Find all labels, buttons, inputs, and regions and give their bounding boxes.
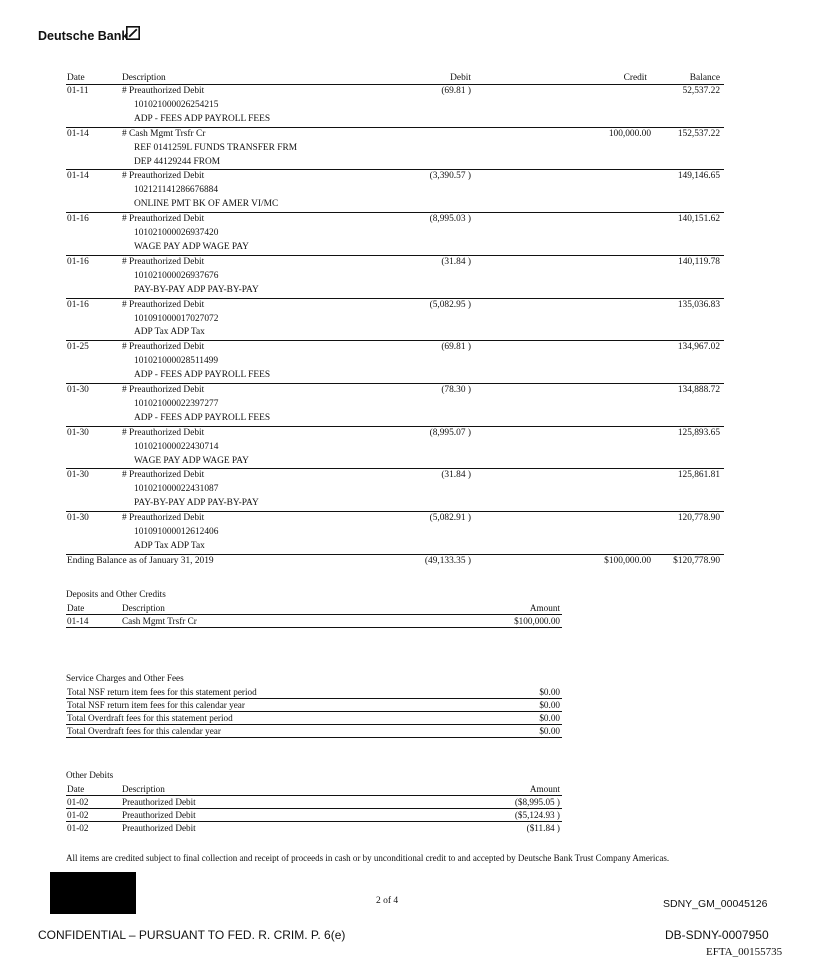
efta-number: EFTA_00155735 xyxy=(706,946,783,958)
txn-date: 01-16 xyxy=(66,298,121,341)
txn-debit: (8,995.07 ) xyxy=(402,426,471,469)
deposits-table xyxy=(66,602,562,628)
txn-balance: 134,888.72 xyxy=(651,384,724,427)
txn-debit: (31.84 ) xyxy=(402,469,471,512)
txn-credit: 100,000.00 xyxy=(471,127,651,170)
txn-balance: 140,151.62 xyxy=(651,213,724,256)
txn-credit xyxy=(471,255,651,298)
txn-date: 01-30 xyxy=(66,512,121,555)
txn-date: 01-11 xyxy=(66,85,121,128)
txn-credit xyxy=(471,298,651,341)
other-debits-col-amount: Amount xyxy=(392,783,562,796)
txn-detail: ADP - FEES ADP PAYROLL FEES xyxy=(134,113,271,124)
col-debit: Debit xyxy=(402,73,471,85)
txn-balance: 152,537.22 xyxy=(651,127,724,170)
table-row xyxy=(66,615,562,628)
txn-debit: (8,995.03 ) xyxy=(402,213,471,256)
fee-amount: $0.00 xyxy=(508,712,562,725)
deposits-col-date: Date xyxy=(66,602,121,615)
txn-description xyxy=(121,512,402,555)
fees-title: Service Charges and Other Fees xyxy=(66,673,184,683)
txn-credit xyxy=(471,469,651,512)
col-balance: Balance xyxy=(651,73,724,85)
txn-detail: WAGE PAY ADP WAGE PAY xyxy=(134,241,249,252)
txn-credit xyxy=(471,426,651,469)
txn-reference: 101021000028511499 xyxy=(134,356,219,367)
txn-debit: (31.84 ) xyxy=(402,255,471,298)
page-number: 2 of 4 xyxy=(376,896,399,906)
ending-balance-label: Ending Balance as of January 31, 2019 xyxy=(67,555,214,566)
txn-balance: 125,861.81 xyxy=(651,469,724,512)
txn-description xyxy=(121,85,402,128)
ending-credit-total: $100,000.00 xyxy=(604,555,651,566)
txn-balance: 135,036.83 xyxy=(651,298,724,341)
other-debits-table xyxy=(66,783,562,834)
txn-debit: (69.81 ) xyxy=(402,341,471,384)
txn-detail: WAGE PAY ADP WAGE PAY xyxy=(134,455,249,466)
txn-type: # Preauthorized Debit xyxy=(122,470,205,481)
collection-footnote: All items are credited subject to final collection and receipt of proceeds in cash or by unconditional credit to and accepted by Deutsche Bank Trust Company Americas. xyxy=(66,853,670,863)
table-row xyxy=(66,686,562,699)
ending-balance-total: $120,778.90 xyxy=(673,555,720,566)
txn-credit xyxy=(471,85,651,128)
txn-description xyxy=(121,426,402,469)
other-debit-date: 01-02 xyxy=(66,796,121,809)
txn-balance: 52,537.22 xyxy=(651,85,724,128)
txn-reference: 101021000022431087 xyxy=(134,484,219,495)
table-row xyxy=(66,809,562,822)
txn-description xyxy=(121,341,402,384)
txn-date: 01-16 xyxy=(66,255,121,298)
other-debit-date: 01-02 xyxy=(66,809,121,822)
table-row xyxy=(66,255,724,298)
txn-balance: 140,119.78 xyxy=(651,255,724,298)
other-debit-description: Preauthorized Debit xyxy=(121,796,392,809)
other-debit-amount: ($11.84 ) xyxy=(526,823,560,833)
txn-type: # Preauthorized Debit xyxy=(122,214,205,225)
fee-label: Total NSF return item fees for this calendar year xyxy=(66,699,508,712)
txn-reference: 101021000026254215 xyxy=(134,99,219,110)
txn-debit: (69.81 ) xyxy=(402,85,471,128)
txn-date: 01-30 xyxy=(66,469,121,512)
txn-balance: 120,778.90 xyxy=(651,512,724,555)
txn-reference: REF 0141259L FUNDS TRANSFER FRM xyxy=(134,142,298,153)
txn-type: # Preauthorized Debit xyxy=(122,427,205,438)
txn-debit: (5,082.91 ) xyxy=(402,512,471,555)
txn-date: 01-30 xyxy=(66,384,121,427)
deposits-col-amount: Amount xyxy=(392,602,562,615)
txn-debit: (5,082.95 ) xyxy=(402,298,471,341)
txn-date: 01-16 xyxy=(66,213,121,256)
deposit-date: 01-14 xyxy=(66,615,121,628)
fee-label: Total NSF return item fees for this statement period xyxy=(66,686,508,699)
table-row xyxy=(66,822,562,835)
txn-debit: (3,390.57 ) xyxy=(402,170,471,213)
table-row xyxy=(66,384,724,427)
col-date: Date xyxy=(66,73,121,85)
txn-description xyxy=(121,255,402,298)
other-debits-col-description: Description xyxy=(121,783,392,796)
txn-type: # Preauthorized Debit xyxy=(122,299,205,310)
txn-debit xyxy=(402,127,471,170)
other-debit-amount: ($5,124.93 ) xyxy=(392,809,562,822)
col-credit: Credit xyxy=(471,73,651,85)
txn-detail: ADP - FEES ADP PAYROLL FEES xyxy=(134,412,271,423)
txn-credit xyxy=(471,170,651,213)
table-row xyxy=(66,469,724,512)
txn-type: # Preauthorized Debit xyxy=(122,342,205,353)
txn-detail: PAY-BY-PAY ADP PAY-BY-PAY xyxy=(134,498,259,509)
table-row xyxy=(66,127,724,170)
table-row xyxy=(66,512,724,555)
deutsche-bank-logo-icon xyxy=(126,26,140,40)
txn-detail: DEP 44129244 FROM xyxy=(134,156,221,167)
table-row xyxy=(66,85,724,128)
deposit-description: Cash Mgmt Trsfr Cr xyxy=(121,615,392,628)
fees-table xyxy=(66,686,562,738)
table-row xyxy=(66,699,562,712)
table-row xyxy=(66,341,724,384)
bates-number-db: DB-SDNY-0007950 xyxy=(665,928,769,942)
txn-description xyxy=(121,469,402,512)
table-row xyxy=(66,712,562,725)
txn-reference: 101021000026937676 xyxy=(134,270,219,281)
txn-type: # Preauthorized Debit xyxy=(122,86,205,96)
txn-date: 01-25 xyxy=(66,341,121,384)
fee-amount: $0.00 xyxy=(508,699,562,712)
table-row xyxy=(66,725,562,738)
txn-type: # Preauthorized Debit xyxy=(122,171,205,182)
txn-description xyxy=(121,298,402,341)
deposits-title: Deposits and Other Credits xyxy=(66,589,166,599)
transactions-table xyxy=(66,73,724,569)
txn-balance: 125,893.65 xyxy=(651,426,724,469)
table-row xyxy=(66,796,562,809)
txn-description xyxy=(121,170,402,213)
table-row xyxy=(66,213,724,256)
txn-credit xyxy=(471,512,651,555)
txn-description xyxy=(121,384,402,427)
txn-description xyxy=(121,213,402,256)
fee-amount: $0.00 xyxy=(508,725,562,738)
txn-type: # Preauthorized Debit xyxy=(122,256,205,267)
bates-number-sdny: SDNY_GM_00045126 xyxy=(663,898,768,910)
table-row xyxy=(66,298,724,341)
txn-credit xyxy=(471,341,651,384)
ending-debit-total: (49,133.35 ) xyxy=(424,555,471,566)
other-debit-date: 01-02 xyxy=(67,823,89,833)
txn-type: # Cash Mgmt Trsfr Cr xyxy=(122,128,206,139)
other-debit-description: Preauthorized Debit xyxy=(121,809,392,822)
txn-credit xyxy=(471,213,651,256)
txn-date: 01-14 xyxy=(66,127,121,170)
other-debit-description: Preauthorized Debit xyxy=(122,823,196,833)
col-description: Description xyxy=(121,73,402,85)
fee-label: Total Overdraft fees for this statement period xyxy=(66,712,508,725)
deposit-amount: $100,000.00 xyxy=(392,615,562,628)
txn-debit: (78.30 ) xyxy=(402,384,471,427)
txn-date: 01-14 xyxy=(66,170,121,213)
txn-detail: ONLINE PMT BK OF AMER VI/MC xyxy=(134,199,279,210)
txn-reference: 101021000022397277 xyxy=(134,398,219,409)
txn-reference: 101091000012612406 xyxy=(134,527,219,538)
txn-reference: 101091000017027072 xyxy=(134,313,219,324)
fee-amount: $0.00 xyxy=(508,686,562,699)
table-row xyxy=(66,426,724,469)
bank-name: Deutsche Bank xyxy=(38,29,129,43)
txn-detail: PAY-BY-PAY ADP PAY-BY-PAY xyxy=(134,284,259,295)
other-debit-amount: ($8,995.05 ) xyxy=(392,796,562,809)
txn-detail: ADP Tax ADP Tax xyxy=(134,327,205,338)
txn-balance: 149,146.65 xyxy=(651,170,724,213)
redaction-box xyxy=(50,872,136,914)
txn-balance: 134,967.02 xyxy=(651,341,724,384)
txn-reference: 101021000026937420 xyxy=(134,228,219,239)
other-debits-col-date: Date xyxy=(66,783,121,796)
txn-type: # Preauthorized Debit xyxy=(122,385,205,396)
table-row xyxy=(66,170,724,213)
deposits-col-description: Description xyxy=(121,602,392,615)
fee-label: Total Overdraft fees for this calendar year xyxy=(66,725,508,738)
txn-type: # Preauthorized Debit xyxy=(122,513,205,524)
other-debits-title: Other Debits xyxy=(66,770,114,780)
txn-detail: ADP Tax ADP Tax xyxy=(134,541,205,551)
txn-detail: ADP - FEES ADP PAYROLL FEES xyxy=(134,370,271,381)
txn-reference: 101021000022430714 xyxy=(134,441,219,452)
txn-date: 01-30 xyxy=(66,426,121,469)
txn-reference: 102121141286676884 xyxy=(134,185,219,196)
txn-description xyxy=(121,127,402,170)
confidential-notice: CONFIDENTIAL – PURSUANT TO FED. R. CRIM. P. 6(e) xyxy=(38,928,346,942)
txn-credit xyxy=(471,384,651,427)
